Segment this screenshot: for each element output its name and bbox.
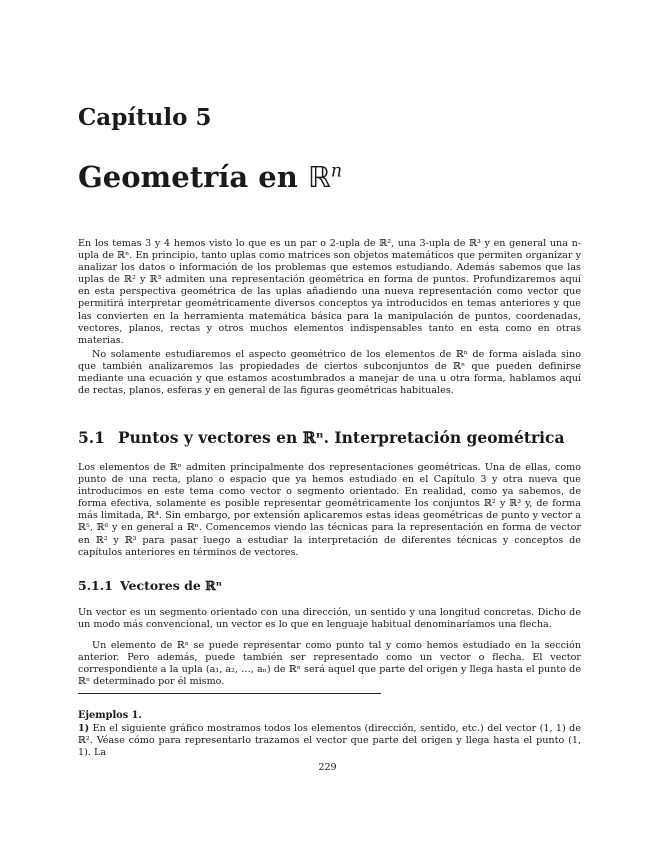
chapter-title — [78, 160, 342, 194]
subsection-title: Vectores de ℝⁿ — [120, 578, 223, 593]
chapter-label: Capítulo 5 — [78, 104, 212, 131]
intro-paragraph-2: No solamente estudiaremos el aspecto geométrico de los elementos de ℝⁿ de forma aislada sino que también analizaremos las propiedades de ciertos subconjuntos de ℝⁿ que pueden definirse mediante una ecuación y que estamos acostumbrados a manejar de una u otra forma, hablamos aquí de rectas, planos, esferas y en general de las figuras geométricas habituales. — [78, 349, 581, 397]
subsection-heading — [78, 578, 222, 593]
divider-rule — [78, 693, 381, 694]
section-number: 5.1 — [78, 428, 105, 447]
section-heading — [78, 428, 565, 447]
chapter-title-text: Geometría en — [78, 160, 308, 194]
chapter-title-exponent: n — [330, 161, 343, 182]
page-number: 229 — [318, 762, 337, 773]
example-item-number: 1) — [78, 723, 90, 734]
intro-paragraph-1: En los temas 3 y 4 hemos visto lo que es un par o 2-upla de ℝ², una 3-upla de ℝ³ y en general una n-upla de ℝⁿ. En principio, tanto uplas como matrices son objetos matemáticos que permiten organizar y analizar los datos o información de los problemas que estemos estudiando. Además sabemos que las uplas de ℝ² y ℝ³ admiten una representación geométrica en forma de puntos. Profundizaremos aquí en esta perspectiva geométrica de las uplas añadiendo una nueva representación como vector que permitirá interpretar geométricamente diversos conceptos ya introducidos en temas anteriores y que las convierten en la herramienta matemática básica para la manipulación de puntos, coordenadas, vectores, planos, rectas y otros muchos elementos indispensables tanto en esta como en otras materias. — [78, 238, 581, 346]
section-paragraph-1: Los elementos de ℝⁿ admiten principalmente dos representaciones geométricas. Una de ellas, como punto de una recta, plano o espacio que ya hemos estudiado en el Capítulo 3 y otra nueva que introducimos en este tema como vector o segmento orientado. En realidad, como ya sabemos, de forma efectiva, solamente es posible representar geométricamente los conjuntos ℝ² y ℝ³ y, de forma más limitada, ℝ⁴. Sin embargo, por extensión aplicaremos estas ideas geométricas de punto y vector a ℝ⁵, ℝ⁶ y en general a ℝⁿ. Comencemos viendo las técnicas para la representación en forma de vector en ℝ² y ℝ³ para pasar luego a estudiar la interpretación de diferentes técnicas y conceptos de capítulos anteriores en términos de vectores. — [78, 462, 581, 558]
examples-title: Ejemplos 1. — [78, 710, 142, 721]
example-item-1 — [78, 723, 581, 759]
subsection-number: 5.1.1 — [78, 578, 113, 593]
chapter-title-symbol: ℝ — [307, 160, 331, 194]
subsection-paragraph-1: Un vector es un segmento orientado con una dirección, un sentido y una longitud concretas. Dicho de un modo más convencional, un vector es lo que en lenguaje habitual denominaríamos una flecha. — [78, 607, 581, 631]
section-title: Puntos y vectores en ℝⁿ. Interpretación geométrica — [118, 428, 565, 447]
example-item-text: En el siguiente gráfico mostramos todos los elementos (dirección, sentido, etc.) del vector (1, 1) de ℝ². Véase cómo para representarlo trazamos el vector que parte del origen y llega hasta el punto (1, 1). La — [78, 723, 581, 759]
subsection-paragraph-2: Un elemento de ℝⁿ se puede representar como punto tal y como hemos estudiado en la sección anterior. Pero además, puede también ser representado como un vector o flecha. El vector correspondiente a la upla (a₁, a₂, …, aₙ) de ℝⁿ será aquel que parte del origen y llega hasta el punto de ℝⁿ determinado por él mismo. — [78, 640, 581, 688]
